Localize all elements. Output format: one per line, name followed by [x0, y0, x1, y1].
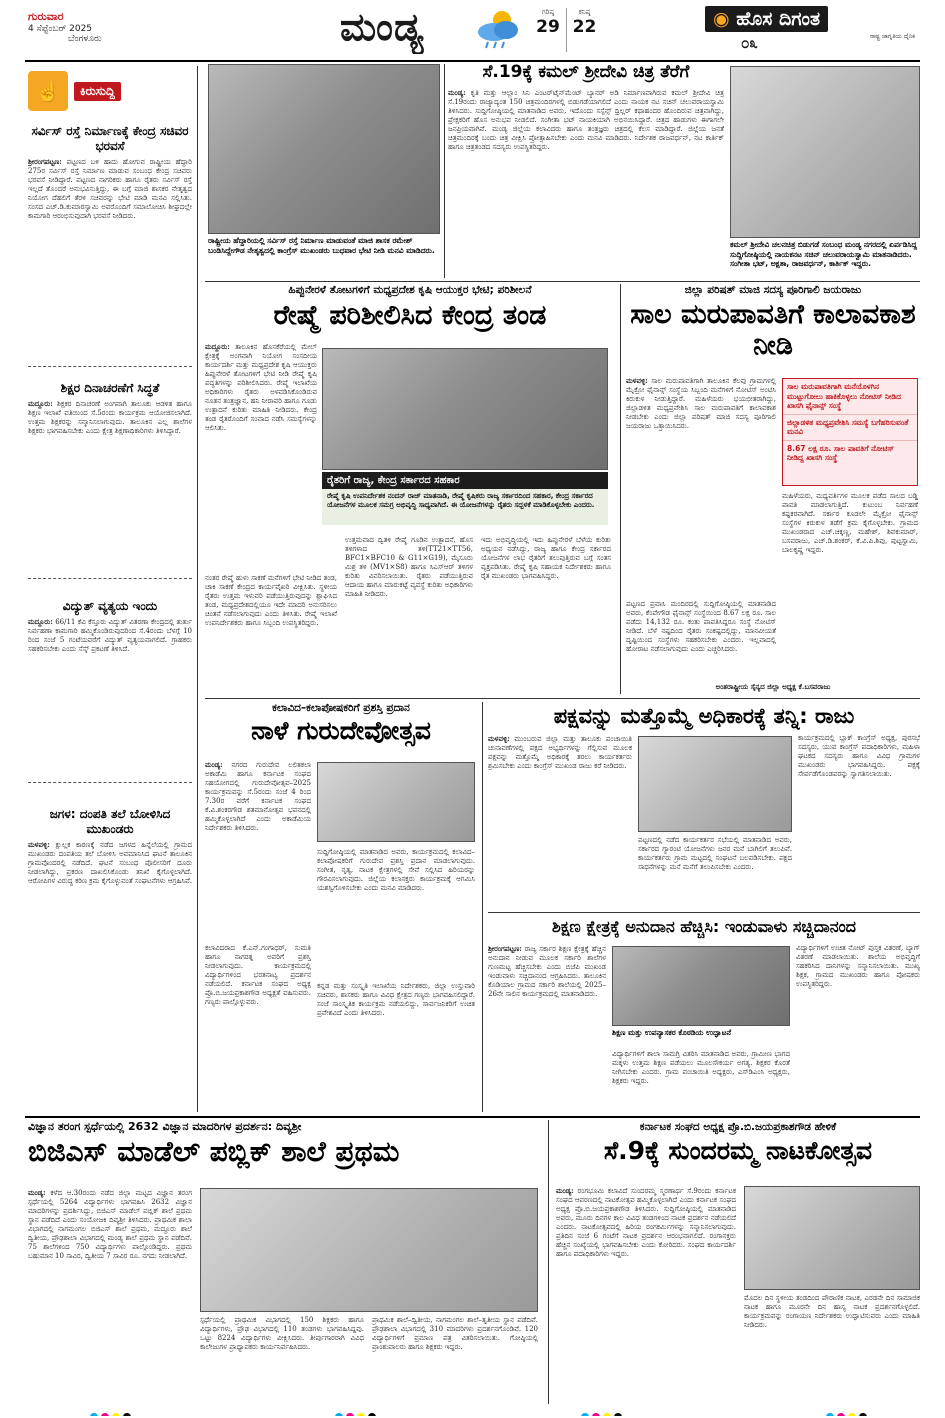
dateline: ಮದ್ದೂರು:	[205, 342, 230, 351]
registration-dot	[614, 1413, 622, 1416]
shikshana-body-1: ರಾಜ್ಯ ಸರ್ಕಾರ ಶಿಕ್ಷಣ ಕ್ಷೇತ್ರಕ್ಕೆ ಹೆಚ್ಚಿನ ಅನುದಾನ ನೀಡುವ ಮೂಲಕ ಸರ್ಕಾರಿ ಶಾಲೆಗಳ ಗುಣಮಟ್ಟ ಹೆಚ್ಚಿಸಬೇಕು ಎಂದು ಬಿಜೆಪಿ ಮುಖಂಡ ಇಂಡುವಾಳು ಸಚ್ಚಿದಾನಂದ ಆಗ್ರಹಿಸಿದರು. ತಾಲೂಕಿನ ಕೊಡಿಯಾಲ ಗ್ರಾಮದ ಸರ್ಕಾರಿ ಶಾಲೆಯಲ್ಲಿ 2025–26ನೇ ಸಾಲಿನ ಕಾರ್ಯಕ್ರಮದಲ್ಲಿ ಮಾತನಾಡಿದರು.	[488, 945, 606, 998]
bjs-body-3: ಸ್ಪರ್ಧೆಯಲ್ಲಿ ಪ್ರಾಥಮಿಕ ವಿಭಾಗದಲ್ಲಿ 150 ಶಿಕ್ಷಕರು ಹಾಗೂ ವಿದ್ಯಾರ್ಥಿಗಳು, ಪ್ರೌಢ ವಿಭಾಗದಲ್ಲಿ 110 ತಂಡಗಳು ಭಾಗವಹಿಸಿದ್ದವು. ಒಟ್ಟು 8224 ವಿದ್ಯಾರ್ಥಿಗಳು ವೀಕ್ಷಿಸಿದರು. ತೀರ್ಪುಗಾರರಾಗಿ ವಿವಿಧ ಕಾಲೇಜುಗಳ ಪ್ರಾಧ್ಯಾಪಕರು ಕಾರ್ಯನಿರ್ವಹಿಸಿದರು.	[200, 1316, 364, 1351]
dateline: ಮಂಡ್ಯ:	[28, 1188, 46, 1197]
loan-kicker: ಜಿಲ್ಲಾ ಪರಿಷತ್ ಮಾಜಿ ಸದಸ್ಯ ಪೂರಿಗಾಲಿ ಜಯರಾಜು	[684, 284, 862, 296]
loan-body-2: ಪಟ್ಟಣದ ಪ್ರವಾಸಿ ಮಂದಿರದಲ್ಲಿ ಸುದ್ದಿಗೋಷ್ಠಿಯಲ್ಲಿ ಮಾತನಾಡಿದ ಅವರು, ಕೆಂಪೇಗೌಡ ಫೈನಾನ್ಸ್ ಸಂಸ್ಥೆಯಿಂದ 8.67 ಲಕ್ಷ ರೂ. ಸಾಲ ಪಡೆದು 14,132 ರೂ. ಕಂತು ಪಾವತಿಸಿದ್ದರೂ ಸಂಸ್ಥೆ ನೋಟಿಸ್ ನೀಡಿದೆ. ಬೆಳೆ ನಷ್ಟದಿಂದ ರೈತರು ಸಂಕಷ್ಟದಲ್ಲಿದ್ದು, ಮಾನವೀಯತೆ ದೃಷ್ಟಿಯಿಂದ ಸಂಸ್ಥೆಗಳು ಸಹಕರಿಸಬೇಕು ಎಂದರು. ಇಲ್ಲವಾದಲ್ಲಿ ಹೋರಾಟ ನಡೆಸಲಾಗುವುದು ಎಂದು ಎಚ್ಚರಿಸಿದರು.	[626, 600, 776, 653]
registration-dot	[335, 1413, 343, 1416]
dateline: ಮಂಡ್ಯ:	[205, 760, 223, 769]
kiru-item-body: 66/11 ಕೆವಿ ಕೆಸ್ತೂರು ವಿದ್ಯುತ್ ವಿತರಣಾ ಕೇಂದ್ರದಲ್ಲಿ ತುರ್ತು ನಿರ್ವಹಣಾ ಕಾಮಗಾರಿ ಹಮ್ಮಿಕೊಂಡಿರುವುದರಿಂದ ಸೆ.4ರಂದು ಬೆಳಗ್ಗೆ 10 ರಿಂದ ಸಂಜೆ 5 ಗಂಟೆಯವರೆಗೆ ವಿದ್ಯುತ್ ವ್ಯತ್ಯಯವಾಗಲಿದೆ. ಗ್ರಾಹಕರು ಸಹಕರಿಸಬೇಕು ಎಂದು ಸೆಸ್ಕ್ ಪ್ರಕಟಣೆ ತಿಳಿಸಿದೆ.	[28, 618, 192, 653]
kamal-headline: ಸೆ.19ಕ್ಕೆ ಕಮಲ್ ಶ್ರೀದೇವಿ ಚಿತ್ರ ತೆರೆಗೆ	[482, 62, 690, 82]
registration-dot	[368, 1413, 376, 1416]
cmyk-marks	[90, 1406, 134, 1416]
guru-body-1: ನಗರದ ಗುರುದೇವ ಲಲಿತಕಲಾ ಅಕಾಡೆಮಿ ಹಾಗೂ ಕರ್ನಾಟಕ ಸಂಘದ ಸಹಯೋಗದಲ್ಲಿ ಗುರುದೇವೋತ್ಸವ–2025 ಕಾರ್ಯಕ್ರಮವನ್ನು ಸೆ.5ರಂದು ಸಂಜೆ 4 ರಿಂದ 7.30ರ ವರೆಗೆ ಕರ್ನಾಟಕ ಸಂಘದ ಕೆ.ವಿ.ಶಂಕರಗೌಡ ಶತಮಾನೋತ್ಸವ ಭವನದಲ್ಲಿ ಹಮ್ಮಿಕೊಳ್ಳಲಾಗಿದೆ ಎಂದು ಅಕಾಡೆಮಿಯ ನಿರ್ದೇಶಕರು ತಿಳಿಸಿದರು.	[205, 761, 311, 832]
temp-min-label: ಕನಿಷ್ಠ	[578, 8, 591, 16]
cmyk-marks	[335, 1406, 379, 1416]
service-road-photo	[208, 64, 440, 234]
kiru-item-body: ಕ್ಷುಲ್ಲಕ ಕಾರಣಕ್ಕೆ ನಡೆದ ಜಗಳದ ಹಿನ್ನೆಲೆಯಲ್ಲಿ ಗ್ರಾಮದ ಮುಖಂಡರು ದಂಪತಿಯ ತಲೆ ಬೋಳಿಸಿ ಅವಮಾನಿಸಿದ ಘಟನೆ ತಾಲೂಕಿನ ಗ್ರಾಮವೊಂದರಲ್ಲಿ ನಡೆದಿದೆ. ಘಟನೆ ಸಂಬಂಧ ಪೊಲೀಸರಿಗೆ ದೂರು ನೀಡಲಾಗಿದ್ದು, ಪ್ರಕರಣ ದಾಖಲಿಸಿಕೊಂಡು ತನಿಖೆ ಕೈಗೊಳ್ಳಲಾಗಿದೆ. ಆರೋಪಿಗಳ ವಿರುದ್ಧ ಕಠಿಣ ಕ್ರಮ ಕೈಗೊಳ್ಳುವಂತೆ ಸಂಘಟನೆಗಳು ಆಗ್ರಹಿಸಿವೆ.	[28, 841, 192, 885]
shikshana-body-3: ವಿದ್ಯಾರ್ಥಿಗಳಿಗೆ ಉಚಿತ ನೋಟ್ ಪುಸ್ತಕ ವಿತರಣೆ, ಬ್ಯಾಗ್ ವಿತರಣೆ ಮಾಡಲಾಯಿತು. ಶಾಲೆಯ ಅಭಿವೃದ್ಧಿಗೆ ಸಹಕರಿಸಿದ ದಾನಿಗಳನ್ನು ಸನ್ಮಾನಿಸಲಾಯಿತು. ಮುಖ್ಯ ಶಿಕ್ಷಕ, ಗ್ರಾಮದ ಮುಖಂಡರು ಹಾಗೂ ಪೋಷಕರು ಉಪಸ್ಥಿತರಿದ್ದರು.	[796, 944, 920, 988]
kiru-item-4	[28, 807, 192, 1110]
kiru-item-2	[28, 381, 192, 589]
bjs-article	[28, 1120, 540, 1404]
kiru-item-title: ಜಗಳ: ದಂಪತಿ ತಲೆ ಬೋಳಿಸಿದ ಮುಖಂಡರು	[49, 807, 171, 836]
loan-highlight-1: ಸಾಲ ಮರುಪಾವತಿಗಾಗಿ ಮನೆಯೊಳಗಿನ ಮುಟ್ಟುಗೋಲು ಹಾಕಿಕೊಳ್ಳಲು ನೋಟಿಸ್ ನೀಡಿದ ಖಾಸಗಿ ಫೈನಾನ್ಸ್ ಸಂಸ್ಥೆ	[783, 379, 917, 415]
registration-dot	[90, 1413, 98, 1416]
registration-dot	[581, 1413, 589, 1416]
loan-body-1: ಸಾಲ ಮರುಪಾವತಿಗಾಗಿ ತಾಲೂಕಿನ ಕೆಲವು ಗ್ರಾಮಗಳಲ್ಲಿ ಮೈಕ್ರೋ ಫೈನಾನ್ಸ್ ಸಂಸ್ಥೆಯ ಸಿಬ್ಬಂದಿ ಮನೆಗಳಿಗೆ ನೋಟಿಸ್ ಅಂಟಿಸಿ ಕಿರುಕುಳ ನೀಡುತ್ತಿದ್ದಾರೆ. ಮಹಿಳೆಯರು ಭಯಭೀತರಾಗಿದ್ದು, ಜಿಲ್ಲಾಡಳಿತ ಮಧ್ಯಪ್ರವೇಶಿಸಿ ಸಾಲ ಮರುಪಾವತಿಗೆ ಕಾಲಾವಕಾಶ ನೀಡಬೇಕು ಎಂದು ಜಿಲ್ಲಾ ಪರಿಷತ್ ಮಾಜಿ ಸದಸ್ಯ ಪೂರಿಗಾಲಿ ಜಯರಾಜು ಒತ್ತಾಯಿಸಿದರು.	[626, 377, 776, 430]
natak-press-photo	[744, 1186, 920, 1290]
dateline: ಮಳವಳ್ಳಿ:	[626, 376, 648, 385]
silk-photo-title: ರೈತರಿಗೆ ರಾಜ್ಯ, ಕೇಂದ್ರ ಸರ್ಕಾರದ ಸಹಕಾರ	[322, 472, 608, 489]
silk-headline: ರೇಷ್ಮೆ ಪರಿಶೀಲಿಸಿದ ಕೇಂದ್ರ ತಂಡ	[273, 300, 547, 331]
silk-body-3: ಉತ್ತಮವಾದ ದ್ವಿತಳಿ ರೇಷ್ಮೆ ಗೂಡಿನ ಉತ್ಪಾದನೆ, ಹೊಸ ತಳಿಗಳಾದ ತಳಿ(TT21×TT56, BFC1×BFC10 & G11×G19), ಮೈಸೂರು ಮಿಶ್ರ ತಳಿ (MV1×S8) ಹಾಗೂ ಸಿಎಸ್‌ಆರ್ ತಳಿಗಳ ಕುರಿತು ವಿವರಿಸಲಾಯಿತು. ರೈತರು ಪಡೆಯುತ್ತಿರುವ ಆದಾಯ ಹಾಗೂ ಮಾರುಕಟ್ಟೆ ವ್ಯವಸ್ಥೆ ಕುರಿತು ಅಧಿಕಾರಿಗಳು ಮಾಹಿತಿ ನೀಡಿದರು.	[345, 536, 473, 598]
registration-dot	[837, 1413, 845, 1416]
dateline: ಮದ್ದೂರು:	[28, 617, 53, 626]
registration-dot	[592, 1413, 600, 1416]
kiru-item-3	[28, 599, 192, 797]
dateline: ಮದ್ದೂರು:	[28, 399, 53, 408]
loan-body-3: ಮಹಿಳೆಯರು, ಮಧ್ಯವರ್ತಿಗಳ ಮೂಲಕ ಪಡೆದ ಸಾಲದ ಬಡ್ಡಿ ಪಾವತಿ ಮಾಡಲಾಗುತ್ತಿದೆ. ಕುಟುಂಬ ನಿರ್ವಹಣೆ ಕಷ್ಟಕರವಾಗಿದೆ. ಸರ್ಕಾರ ಕೂಡಲೇ ಮೈಕ್ರೋ ಫೈನಾನ್ಸ್ ಸಂಸ್ಥೆಗಳ ಕಿರುಕುಳ ತಡೆಗೆ ಕ್ರಮ ಕೈಗೊಳ್ಳಬೇಕು. ಗ್ರಾಮದ ಮುಖಂಡರಾದ ಎಚ್.ಚಿಕ್ಕಣ್ಣ, ಮಹೇಶ್, ಶಿವಕುಮಾರ್, ಬಸವರಾಜು, ಎಚ್.ಡಿ.ಶಂಕರ್, ಕೆ.ವಿ.ಪಿ.ಶಿವು, ಪುಟ್ಟಸ್ವಾಮಿ, ಬಾಲಕೃಷ್ಣ ಇದ್ದರು.	[782, 492, 918, 554]
temp-max: 29	[536, 17, 560, 37]
kiru-item-title: ಶಿಕ್ಷರ ದಿನಾಚರಣೆಗೆ ಸಿದ್ಧತೆ	[60, 381, 160, 395]
silk-body-2: ನಂತರ ರೇಷ್ಮೆ ಹುಳು ಸಾಕಣೆ ಮನೆಗಳಿಗೆ ಭೇಟಿ ನೀಡಿದ ತಂಡ, ಚಾಕಿ ಸಾಕಣೆ ಕೇಂದ್ರದ ಕಾರ್ಯವೈಖರಿ ವೀಕ್ಷಿಸಿತು. ಸ್ಥಳೀಯ ರೈತರು ಉತ್ತಮ ಇಳುವರಿ ಪಡೆಯುತ್ತಿರುವುದನ್ನು ಶ್ಲಾಘಿಸಿದ ತಂಡ, ಮಧ್ಯಪ್ರದೇಶದಲ್ಲಿಯೂ ಇದೇ ಮಾದರಿ ಅನುಸರಿಸಲು ಚಿಂತನೆ ನಡೆಸಲಾಗುವುದು ಎಂದು ತಿಳಿಸಿತು. ರೇಷ್ಮೆ ಇಲಾಖೆ ಉಪನಿರ್ದೇಶಕರು ಹಾಗೂ ಸಿಬ್ಬಂದಿ ಉಪಸ್ಥಿತರಿದ್ದರು.	[205, 574, 337, 627]
masthead-day: ಗುರುವಾರ	[28, 10, 64, 23]
cmyk-marks	[581, 1406, 625, 1416]
kamal-article	[448, 62, 724, 278]
kiru-item-1	[28, 124, 192, 371]
masthead-city: ಮಂಡ್ಯ	[340, 4, 425, 49]
shikshana-photo-caption: ಶಿಕ್ಷಣ ಮತ್ತು ಉಪನ್ಯಾಸಕರ ಕೊಠಡಿಯ ಉದ್ಘಾಟನೆ	[612, 1028, 732, 1037]
bjs-body-4: ಪ್ರಾಥಮಿಕ ಶಾಲೆ–ದ್ವಿತೀಯ, ನಾಗಮಂಗಲ ಶಾಲೆ–ತೃತೀಯ ಸ್ಥಾನ ಪಡೆದಿವೆ. ಪ್ರೌಢಶಾಲಾ ವಿಭಾಗದಲ್ಲಿ 310 ಮಾದರಿಗಳು ಪ್ರದರ್ಶನಗೊಂಡಿವೆ. 120 ವಿದ್ಯಾರ್ಥಿಗಳಿಗೆ ಪ್ರಮಾಣ ಪತ್ರ ವಿತರಿಸಲಾಯಿತು. ಗೋಷ್ಠಿಯಲ್ಲಿ ಪ್ರಾಂಶುಪಾಲರು ಹಾಗೂ ಶಿಕ್ಷಕರು ಇದ್ದರು.	[372, 1316, 538, 1351]
silk-field-photo	[322, 348, 608, 470]
shikshana-body-2: ವಿದ್ಯಾರ್ಥಿಗಳಿಗೆ ಶಾಲಾ ಸಾಮಗ್ರಿ ವಿತರಿಸಿ ಮಾತನಾಡಿದ ಅವರು, ಗ್ರಾಮೀಣ ಭಾಗದ ಮಕ್ಕಳು ಉತ್ತಮ ಶಿಕ್ಷಣ ಪಡೆಯಲು ಮೂಲಸೌಕರ್ಯ ಅಗತ್ಯ. ಶಿಕ್ಷಕರ ಕೊರತೆ ನೀಗಿಸಬೇಕು ಎಂದರು. ಗ್ರಾಮ ಪಂಚಾಯಿತಿ ಅಧ್ಯಕ್ಷರು, ಎಸ್‌ಡಿಎಂಸಿ ಅಧ್ಯಕ್ಷರು, ಶಿಕ್ಷಕರು ಇದ್ದರು.	[612, 1050, 790, 1085]
silk-kicker: ಹಿಪ್ಪುನೇರಳೆ ತೋಟಗಳಿಗೆ ಮಧ್ಯಪ್ರದೇಶ ಕೃಷಿ ಆಯುಕ್ತರ ಭೇಟಿ; ಪರಿಶೀಲನೆ	[288, 284, 532, 296]
bjs-body-2: ಪ್ರಾಥಮಿಕ ಶಾಲಾ ವಿಭಾಗದಲ್ಲಿ ನಾಗಮಂಗಲ ಬಿಜಿಎಸ್ ಶಾಲೆ ಪ್ರಥಮ, ಮದ್ದೂರು ಶಾಲೆ ದ್ವಿತೀಯ, ಪ್ರೌಢಶಾಲಾ ವಿಭಾಗದಲ್ಲಿ ಮಂಡ್ಯ ಶಾಲೆ ಪ್ರಥಮ ಸ್ಥಾನ ಪಡೆದಿವೆ. 75 ಶಾಲೆಗಳಿಂದ 750 ವಿದ್ಯಾರ್ಥಿಗಳು ಪಾಲ್ಗೊಂಡಿದ್ದರು. ಪ್ರಥಮ ಬಹುಮಾನ 10 ಸಾವಿರ, ದ್ವಿತೀಯ 7 ಸಾವಿರ ರೂ. ನಗದು ನೀಡಲಾಗಿದೆ.	[28, 1216, 192, 1260]
hand-icon: ☝	[28, 71, 68, 111]
natak-body-2: ನಾಟಕೋತ್ಸವದಲ್ಲಿ ಹಿರಿಯ ರಂಗಕರ್ಮಿಗಳನ್ನು ಸನ್ಮಾನಿಸಲಾಗುವುದು. ಪ್ರತಿದಿನ ಸಂಜೆ 6 ಗಂಟೆಗೆ ನಾಟಕ ಪ್ರದರ್ಶನ ಆರಂಭವಾಗಲಿದೆ. ರಂಗಾಸಕ್ತರು ಹೆಚ್ಚಿನ ಸಂಖ್ಯೆಯಲ್ಲಿ ಭಾಗವಹಿಸಬೇಕು ಎಂದು ಕೋರಿದರು. ಸಂಘದ ಕಾರ್ಯದರ್ಶಿ ಹಾಗೂ ಪದಾಧಿಕಾರಿಗಳು ಇದ್ದರು.	[556, 1223, 736, 1258]
kamal-caption: ಕಮಲ್ ಶ್ರೀದೇವಿ ಚಲನಚಿತ್ರ ಬಿಡುಗಡೆ ಸಂಬಂಧ ಮಂಡ್ಯ ನಗರದಲ್ಲಿ ಏರ್ಪಡಿಸಿದ್ದ ಸುದ್ದಿಗೋಷ್ಠಿಯಲ್ಲಿ ನಾಯಕನಟ ಸಚಿನ್ ಚಲುವರಾಯಸ್ವಾಮಿ ಮಾತನಾಡಿದರು. ಸಂಗೀತಾ ಭಟ್, ಅಕ್ಷತಾ, ರಾಜವರ್ಧನ್, ಕಾರ್ತಿಕ್ ಇದ್ದರು.	[730, 240, 917, 268]
natak-headline: ಸೆ.9ಕ್ಕೆ ಸುಂದರಮ್ಮ ನಾಟಕೋತ್ಸವ	[603, 1136, 873, 1165]
dateline: ಶ್ರೀರಂಗಪಟ್ಟಣ:	[488, 944, 522, 953]
dateline: ಮಂಡ್ಯ:	[448, 88, 466, 97]
silk-body-1: ತಾಲೂಕಿನ ಹೊಸಕೆರೆಯಲ್ಲಿ ಮೇಲ್ ಕ್ಷೇತ್ರಕ್ಕೆ ಅಂಗವಾಗಿ ನಿಯೋಗ ಸಂಸದೀಯ ಕಾರ್ಯದರ್ಶಿ ಮತ್ತು ಮಧ್ಯಪ್ರದೇಶ ಕೃಷಿ ಆಯುಕ್ತರು ಹಿಪ್ಪುನೇರಳೆ ತೋಟಗಳಿಗೆ ಭೇಟಿ ನೀಡಿ ರೇಷ್ಮೆ ಕೃಷಿ ಪದ್ಧತಿಗಳನ್ನು ಪರಿಶೀಲಿಸಿದರು. ರೇಷ್ಮೆ ಇಲಾಖೆಯ ಅಧಿಕಾರಿಗಳು ರೈತರು ಅಳವಡಿಸಿಕೊಂಡಿರುವ ನೂತನ ತಂತ್ರಜ್ಞಾನ, ಹನಿ ನೀರಾವರಿ ಹಾಗೂ ಗೂಡು ಉತ್ಪಾದನೆ ಕುರಿತು ಮಾಹಿತಿ ನೀಡಿದರು. ಕೇಂದ್ರ ತಂಡ ರೈತರೊಂದಿಗೆ ಸಂವಾದ ನಡೆಸಿ ಸಮಸ್ಯೆಗಳನ್ನು ಆಲಿಸಿತು.	[205, 343, 317, 432]
masthead-date: 4 ಸೆಪ್ಟೆಂಬರ್ 2025	[28, 24, 93, 34]
service-road-caption: ರಾಷ್ಟ್ರೀಯ ಹೆದ್ದಾರಿಯಲ್ಲಿ ಸರ್ವಿಸ್ ರಸ್ತೆ ನಿರ್ಮಾಣ ಮಾಡುವಂತೆ ಮಾಜಿ ಶಾಸಕ ರಮೇಶ್ ಬಂಡಿಸಿದ್ದೇಗೌಡ ನೇತೃತ್ವದಲ್ಲಿ ಕಾಂಗ್ರೆಸ್ ಮುಖಂಡರು ಬುಧವಾರ ಭೇಟಿ ನೀಡಿ ಮನವಿ ಮಾಡಿದರು.	[208, 236, 435, 255]
guru-kicker: ಕಲಾವಿದ–ಕಲಾಪೋಷಕರಿಗೆ ಪ್ರಶಸ್ತಿ ಪ್ರದಾನ	[272, 702, 410, 714]
guru-body-2: ಸುದ್ದಿಗೋಷ್ಠಿಯಲ್ಲಿ ಮಾತನಾಡಿದ ಅವರು, ಕಾರ್ಯಕ್ರಮದಲ್ಲಿ ಕಲಾವಿದ–ಕಲಾಪೋಷಕರಿಗೆ ಗುರುದೇವ ಪ್ರಶಸ್ತಿ ಪ್ರದಾನ ಮಾಡಲಾಗುವುದು. ಸಂಗೀತ, ನೃತ್ಯ, ನಾಟಕ ಕ್ಷೇತ್ರಗಳಲ್ಲಿ ಸೇವೆ ಸಲ್ಲಿಸಿದ ಹಿರಿಯರನ್ನು ಗೌರವಿಸಲಾಗುವುದು. ಜಿಲ್ಲೆಯ ಕಲಾಸಕ್ತರು ಕಾರ್ಯಕ್ರಮಕ್ಕೆ ಆಗಮಿಸಿ ಯಶಸ್ವಿಗೊಳಿಸಬೇಕು ಎಂದು ಮನವಿ ಮಾಡಿದರು.	[317, 848, 475, 892]
dateline: ಶ್ರೀರಂಗಪಟ್ಟಣ:	[28, 157, 62, 166]
bjs-body-1: ಕಳೆದ ಆ.30ರಂದು ನಡೆದ ಜಿಲ್ಲಾ ಮಟ್ಟದ ವಿಜ್ಞಾನ ತರಂಗ ಸ್ಪರ್ಧೆಯಲ್ಲಿ 5264 ವಿದ್ಯಾರ್ಥಿಗಳು ಭಾಗವಹಿಸಿ 2632 ವಿಜ್ಞಾನ ಮಾದರಿಗಳನ್ನು ಪ್ರದರ್ಶಿಸಿದ್ದು, ಬಿಜಿಎಸ್ ಮಾಡೆಲ್ ಪಬ್ಲಿಕ್ ಶಾಲೆ ಪ್ರಥಮ ಸ್ಥಾನ ಪಡೆದಿದೆ ಎಂದು ಸಂಯೋಜಕಿ ದಿವ್ಯಶ್ರೀ ತಿಳಿಸಿದರು.	[28, 1189, 192, 1224]
bjs-kicker: ವಿಜ್ಞಾನ ತರಂಗ ಸ್ಪರ್ಧೆಯಲ್ಲಿ 2632 ವಿಜ್ಞಾನ ಮಾದರಿಗಳ ಪ್ರದರ್ಶನ: ದಿವ್ಯಶ್ರೀ	[28, 1120, 302, 1133]
natak-body-1: ರಂಗಭೂಮಿ ಕಲಾವಿದೆ ಸುಂದರಮ್ಮ ಸ್ಮರಣಾರ್ಥ ಸೆ.9ರಂದು ಕರ್ನಾಟಕ ಸಂಘದ ಆವರಣದಲ್ಲಿ ನಾಟಕೋತ್ಸವ ಹಮ್ಮಿಕೊಳ್ಳಲಾಗಿದೆ ಎಂದು ಕರ್ನಾಟಕ ಸಂಘದ ಅಧ್ಯಕ್ಷ ಪ್ರೊ.ಬಿ.ಜಯಪ್ರಕಾಶಗೌಡ ತಿಳಿಸಿದರು. ಸುದ್ದಿಗೋಷ್ಠಿಯಲ್ಲಿ ಮಾತನಾಡಿದ ಅವರು, ಮೂರು ದಿನಗಳ ಕಾಲ ವಿವಿಧ ತಂಡಗಳಿಂದ ನಾಟಕ ಪ್ರದರ್ಶನ ನಡೆಯಲಿದೆ ಎಂದರು.	[556, 1187, 736, 1231]
guru-body-4: ಕನ್ನಡ ಮತ್ತು ಸಂಸ್ಕೃತಿ ಇಲಾಖೆಯ ನಿರ್ದೇಶಕರು, ಜಿಲ್ಲಾ ಉಸ್ತುವಾರಿ ಸಚಿವರು, ಶಾಸಕರು ಹಾಗೂ ವಿವಿಧ ಕ್ಷೇತ್ರದ ಗಣ್ಯರು ಭಾಗವಹಿಸಲಿದ್ದಾರೆ. ಸಂಜೆ ಸಾಂಸ್ಕೃತಿಕ ಕಾರ್ಯಕ್ರಮ ನಡೆಯಲಿದ್ದು, ಸಾರ್ವಜನಿಕರಿಗೆ ಉಚಿತ ಪ್ರವೇಶವಿದೆ ಎಂದು ತಿಳಿಸಿದರು.	[317, 982, 475, 1017]
natak-article	[556, 1120, 920, 1404]
silk-photo-caption: ರೇಷ್ಮೆ ಕೃಷಿ ಉಪನಿರ್ದೇಶಕ ನಂದನ್ ರಾಜ್ ಮಾತನಾಡಿ, ರೇಷ್ಮೆ ಕೃಷಿಕರು ರಾಜ್ಯ ಸರ್ಕಾರದಿಂದ ಸಹಕಾರ, ಕೇಂದ್ರ ಸರ್ಕಾರದ ಯೋಜನೆಗಳ ಮೂಲಕ ಸಮಗ್ರ ಅಭಿವೃದ್ಧಿ ಸಾಧ್ಯವಾಗಿದೆ. ಈ ಯೋಜನೆಗಳನ್ನು ರೈತರು ಸದ್ಬಳಕೆ ಮಾಡಿಕೊಳ್ಳಬೇಕು ಎಂದರು.	[322, 489, 608, 525]
kamal-body: ಕೃತಿ ಮತ್ತು ಆಲ್ಲಾಂ ಸಿನಿ ಎಂಟರ್‌ಟೈನ್‌ಮೆಂಟ್ ಬ್ಯಾನರ್ ಅಡಿ ನಿರ್ಮಾಣವಾಗಿರುವ ಕಮಲ್ ಶ್ರೀದೇವಿ ಚಿತ್ರ ಸೆ.19ರಂದು ರಾಜ್ಯಾದ್ಯಂತ 150 ಚಿತ್ರಮಂದಿರಗಳಲ್ಲಿ ಬಿಡುಗಡೆಯಾಗಲಿದೆ ಎಂದು ನಾಯಕ ನಟ ಸಚಿನ್ ಚಲುವರಾಯಸ್ವಾಮಿ ತಿಳಿಸಿದರು. ಸುದ್ದಿಗೋಷ್ಠಿಯಲ್ಲಿ ಮಾತನಾಡಿದ ಅವರು, ಇದೊಂದು ಸಸ್ಪೆನ್ಸ್ ಥ್ರಿಲ್ಲರ್ ಕಥಾಹಂದರ ಹೊಂದಿರುವ ಚಿತ್ರವಾಗಿದ್ದು, ಪ್ರೇಕ್ಷಕರಿಗೆ ಹೊಸ ಅನುಭವ ನೀಡಲಿದೆ. ಸಂಗೀತಾ ಭಟ್ ನಾಯಕಿಯಾಗಿ ಅಭಿನಯಿಸಿದ್ದಾರೆ. ಚಿತ್ರದ ಹಾಡುಗಳು ಈಗಾಗಲೇ ಜನಪ್ರಿಯವಾಗಿವೆ. ಮಂಡ್ಯ ಜಿಲ್ಲೆಯ ಕಲಾವಿದರು ಹಾಗೂ ತಂತ್ರಜ್ಞರು ಚಿತ್ರದಲ್ಲಿ ಕೆಲಸ ಮಾಡಿದ್ದಾರೆ. ಜಿಲ್ಲೆಯ ಜನತೆ ಚಿತ್ರಮಂದಿರಕ್ಕೆ ಬಂದು ಚಿತ್ರ ವೀಕ್ಷಿಸಿ ಪ್ರೋತ್ಸಾಹಿಸಬೇಕು ಎಂದು ಮನವಿ ಮಾಡಿದರು. ನಿರ್ದೇಶಕ ರಾಜವರ್ಧನ್, ನಟ ಕಾರ್ತಿಕ್ ಹಾಗೂ ಚಿತ್ರತಂಡದ ಸದಸ್ಯರು ಉಪಸ್ಥಿತರಿದ್ದರು.	[448, 89, 724, 151]
shikshana-article	[488, 916, 920, 1112]
cloud-sun-rain-icon	[472, 6, 526, 50]
cmyk-marks	[826, 1406, 870, 1416]
registration-dot	[346, 1413, 354, 1416]
loan-sign: ಅಂತರಾಷ್ಟ್ರೀಯ ಸೈನ್ಯದ ಜಿಲ್ಲಾ ಅಧ್ಯಕ್ಷ ಕೆ.ಬಸವರಾಜು	[715, 682, 831, 691]
loan-article	[626, 284, 920, 694]
temp-max-label: ಗರಿಷ್ಠ	[541, 8, 555, 16]
kiru-suddi-label: ಕಿರುಸುದ್ದಿ	[74, 82, 121, 101]
dateline: ಮಳವಳ್ಳಿ:	[28, 840, 50, 849]
brand-logo: ◉ ಹೊಸ ದಿಗಂತ	[705, 6, 828, 32]
kiru-suddi-column	[28, 66, 192, 1112]
kamal-press-photo	[730, 66, 920, 238]
registration-dot	[357, 1413, 365, 1416]
loan-headline: ಸಾಲ ಮರುಪಾವತಿಗೆ ಕಾಲಾವಕಾಶ ನೀಡಿ	[630, 299, 916, 361]
dateline: ಮಂಡ್ಯ:	[556, 1186, 574, 1195]
masthead-place: ಬೆಂಗಳೂರು	[68, 34, 102, 44]
natak-body-3: ಮೊದಲ ದಿನ ಸ್ಥಳೀಯ ತಂಡದಿಂದ ಪೌರಾಣಿಕ ನಾಟಕ, ಎರಡನೇ ದಿನ ಸಾಮಾಜಿಕ ನಾಟಕ ಹಾಗೂ ಮೂರನೇ ದಿನ ಹಾಸ್ಯ ನಾಟಕ ಪ್ರದರ್ಶನಗೊಳ್ಳಲಿದೆ. ಕಾರ್ಯಕ್ರಮವನ್ನು ರಂಗಾಯಣ ನಿರ್ದೇಶಕರು ಉದ್ಘಾಟಿಸುವರು ಎಂದು ಮಾಹಿತಿ ನೀಡಿದರು.	[744, 1294, 920, 1329]
raju-body-1: ಮುಂಬರುವ ಜಿಲ್ಲಾ ಮತ್ತು ತಾಲೂಕು ಪಂಚಾಯಿತಿ ಚುನಾವಣೆಗಳಲ್ಲಿ ಪಕ್ಷದ ಅಭ್ಯರ್ಥಿಗಳನ್ನು ಗೆಲ್ಲಿಸುವ ಮೂಲಕ ಪಕ್ಷವನ್ನು ಮತ್ತೊಮ್ಮೆ ಅಧಿಕಾರಕ್ಕೆ ತರಲು ಕಾರ್ಯಕರ್ತರು ಶ್ರಮಿಸಬೇಕು ಎಂದು ಕಾಂಗ್ರೆಸ್ ಮುಖಂಡ ರಾಜು ಕರೆ ನೀಡಿದರು.	[488, 735, 632, 770]
guru-body-3: ಕಲಾವಿದರಾದ ಕೆ.ಎನ್.ಗಂಗಾಧರ್, ಸುಮತಿ ಹಾಗೂ ನಾಗರತ್ನ ಅವರಿಗೆ ಪ್ರಶಸ್ತಿ ನೀಡಲಾಗುವುದು. ಕಾರ್ಯಕ್ರಮದಲ್ಲಿ ವಿದ್ಯಾರ್ಥಿಗಳಿಂದ ಭರತನಾಟ್ಯ ಪ್ರದರ್ಶನ ನಡೆಯಲಿದೆ. ಕರ್ನಾಟಕ ಸಂಘದ ಅಧ್ಯಕ್ಷ ಪ್ರೊ.ಬಿ.ಜಯಪ್ರಕಾಶಗೌಡ ಅಧ್ಯಕ್ಷತೆ ವಹಿಸುವರು. ಗಣ್ಯರು ಪಾಲ್ಗೊಳ್ಳುವರು.	[205, 944, 311, 1006]
guru-headline: ನಾಳೆ ಗುರುದೇವೋತ್ಸವ	[251, 716, 431, 745]
registration-marks	[90, 1406, 870, 1416]
loan-highlights	[782, 378, 918, 486]
registration-dot	[603, 1413, 611, 1416]
kiru-item-title: ಸರ್ವಿಸ್ ರಸ್ತೆ ನಿರ್ಮಾಣಕ್ಕೆ ಕೇಂದ್ರ ಸಚಿವರ ಭರವಸೆ	[31, 124, 189, 153]
raju-headline: ಪಕ್ಷವನ್ನು ಮತ್ತೊಮ್ಮೆ ಅಧಿಕಾರಕ್ಕೆ ತನ್ನಿ: ರಾಜು	[553, 704, 855, 728]
kiru-item-title: ವಿದ್ಯುತ್ ವ್ಯತ್ಯಯ ಇಂದು	[62, 599, 158, 613]
registration-dot	[848, 1413, 856, 1416]
raju-body-2: ಪಟ್ಟಣದಲ್ಲಿ ನಡೆದ ಕಾರ್ಯಕರ್ತರ ಸಭೆಯಲ್ಲಿ ಮಾತನಾಡಿದ ಅವರು, ಸರ್ಕಾರದ ಗ್ಯಾರಂಟಿ ಯೋಜನೆಗಳು ಜನರ ಮನೆ ಬಾಗಿಲಿಗೆ ತಲುಪಿವೆ. ಕಾರ್ಯಕರ್ತರು ಗ್ರಾಮ ಮಟ್ಟದಲ್ಲಿ ಸಂಘಟನೆ ಬಲಪಡಿಸಬೇಕು. ಪಕ್ಷದ ಸಾಧನೆಗಳನ್ನು ಮನೆ ಮನೆಗೆ ತಲುಪಿಸಬೇಕು ಎಂದರು.	[638, 836, 792, 871]
kiru-item-body: ಶಿಕ್ಷಕರ ದಿನಾಚರಣೆ ಅಂಗವಾಗಿ ತಾಲೂಕು ಆಡಳಿತ ಹಾಗೂ ಶಿಕ್ಷಣ ಇಲಾಖೆ ವತಿಯಿಂದ ಸೆ.5ರಂದು ಕಾರ್ಯಕ್ರಮ ಆಯೋಜಿಸಲಾಗಿದೆ. ಉತ್ತಮ ಶಿಕ್ಷಕರನ್ನು ಸನ್ಮಾನಿಸಲಾಗುವುದು. ತಾಲೂಕಿನ ಎಲ್ಲ ಶಾಲೆಗಳ ಶಿಕ್ಷಕರು ಭಾಗವಹಿಸಬೇಕು ಎಂದು ಕ್ಷೇತ್ರ ಶಿಕ್ಷಣಾಧಿಕಾರಿಗಳು ತಿಳಿಸಿದ್ದಾರೆ.	[28, 400, 192, 435]
registration-dot	[826, 1413, 834, 1416]
raju-article	[488, 702, 920, 908]
temp-min: 22	[572, 17, 597, 37]
registration-dot	[112, 1413, 120, 1416]
silk-body-4: ಇದು ಅಭಿವೃದ್ಧಿಯಲ್ಲಿ ಇದು ಹಿಪ್ಪುನೇರಳೆ ಬೆಳೆಯ ಕುರಿತು ಅಧ್ಯಯನ ನಡೆಸಿದ್ದು, ರಾಜ್ಯ ಹಾಗೂ ಕೇಂದ್ರ ಸರ್ಕಾರದ ಯೋಜನೆಗಳ ಲಾಭ ರೈತರಿಗೆ ತಲುಪುತ್ತಿರುವ ಬಗ್ಗೆ ಸಂತಸ ವ್ಯಕ್ತಪಡಿಸಿತು. ರೇಷ್ಮೆ ಕೃಷಿ ಸಹಾಯಕ ನಿರ್ದೇಶಕರು ಹಾಗೂ ರೈತ ಮುಖಂಡರು ಭಾಗವಹಿಸಿದ್ದರು.	[481, 536, 611, 580]
natak-kicker: ಕರ್ನಾಟಕ ಸಂಘದ ಅಧ್ಯಕ್ಷ ಪ್ರೊ.ಬಿ.ಜಯಪ್ರಕಾಶಗೌಡ ಹೇಳಿಕೆ	[639, 1121, 837, 1133]
raju-body-3: ಕಾರ್ಯಕ್ರಮದಲ್ಲಿ ಬ್ಲಾಕ್ ಕಾಂಗ್ರೆಸ್ ಅಧ್ಯಕ್ಷ, ಪುರಸಭೆ ಸದಸ್ಯರು, ಯುವ ಕಾಂಗ್ರೆಸ್ ಪದಾಧಿಕಾರಿಗಳು, ಮಹಿಳಾ ಘಟಕದ ಸದಸ್ಯರು ಹಾಗೂ ವಿವಿಧ ಗ್ರಾಮಗಳ ಮುಖಂಡರು ಭಾಗವಹಿಸಿದ್ದರು. ಪಕ್ಷಕ್ಕೆ ಸೇರ್ಪಡೆಗೊಂಡವರನ್ನು ಸ್ವಾಗತಿಸಲಾಯಿತು.	[798, 734, 920, 778]
masthead	[0, 0, 945, 60]
raju-meeting-photo	[638, 736, 792, 832]
lamp-icon: ◉	[713, 8, 730, 30]
bjs-headline: ಬಿಜಿಎಸ್ ಮಾಡೆಲ್ ಪಬ್ಲಿಕ್ ಶಾಲೆ ಪ್ರಥಮ	[28, 1135, 400, 1168]
shikshana-headline: ಶಿಕ್ಷಣ ಕ್ಷೇತ್ರಕ್ಕೆ ಅನುದಾನ ಹೆಚ್ಚಿಸಿ: ಇಂಡುವಾಳು ಸಚ್ಚಿದಾನಂದ	[551, 917, 857, 936]
bjs-press-photo	[200, 1188, 538, 1312]
page-number: ೦೩	[741, 34, 758, 52]
guru-press-photo	[317, 762, 475, 842]
gurudevotsava-article	[205, 702, 477, 1112]
shikshana-photo	[612, 946, 790, 1026]
silk-article	[205, 284, 615, 694]
loan-highlight-3: 8.67 ಲಕ್ಷ ರೂ. ಸಾಲ ಪಾವತಿಗೆ ನೋಟಿಸ್ ನೀಡಿದ್ದ ಖಾಸಗಿ ಸಂಸ್ಥೆ	[787, 443, 894, 462]
registration-dot	[859, 1413, 867, 1416]
registration-dot	[123, 1413, 131, 1416]
brand-tagline: ರಾಷ್ಟ್ರ ಜಾಗೃತಿಯ ದೈನಿಕ	[869, 33, 915, 40]
dateline: ಮಳವಳ್ಳಿ:	[488, 734, 510, 743]
loan-highlight-2: ಜಿಲ್ಲಾಡಳಿತ ಮಧ್ಯಪ್ರವೇಶಿಸಿ ಸಮಸ್ಯೆ ಬಗೆಹರಿಸುವಂತೆ ಮನವಿ	[783, 415, 917, 441]
kiru-item-body: ಪಟ್ಟಣದ ಬಳಿ ಹಾದು ಹೋಗುವ ರಾಷ್ಟ್ರೀಯ ಹೆದ್ದಾರಿ 275ರ ಸರ್ವಿಸ್ ರಸ್ತೆ ನಿರ್ಮಾಣ ಮಾಡುವ ಸಂಬಂಧ ಕೇಂದ್ರ ಸಚಿವರು ಭರವಸೆ ನೀಡಿದ್ದಾರೆ. ಪಟ್ಟಣದ ನಾಗರಿಕರು ಹಾಗೂ ರೈತರು ಸರ್ವಿಸ್ ರಸ್ತೆ ಇಲ್ಲದೆ ತೊಂದರೆ ಅನುಭವಿಸುತ್ತಿದ್ದು, ಈ ಬಗ್ಗೆ ಮಾಜಿ ಶಾಸಕರ ನೇತೃತ್ವದ ನಿಯೋಗ ದೆಹಲಿಗೆ ತೆರಳಿ ಸಚಿವರನ್ನು ಭೇಟಿ ಮಾಡಿ ಮನವಿ ಸಲ್ಲಿಸಿತು. ಸಂಸದ ಎಚ್.ಡಿ.ಕುಮಾರಸ್ವಾಮಿ ಅವರೊಂದಿಗೆ ಸಮಾಲೋಚಿಸಿ ಶೀಘ್ರದಲ್ಲೇ ಕಾಮಗಾರಿ ಆರಂಭಿಸುವುದಾಗಿ ಭರವಸೆ ನೀಡಿದರು.	[28, 158, 192, 220]
registration-dot	[101, 1413, 109, 1416]
